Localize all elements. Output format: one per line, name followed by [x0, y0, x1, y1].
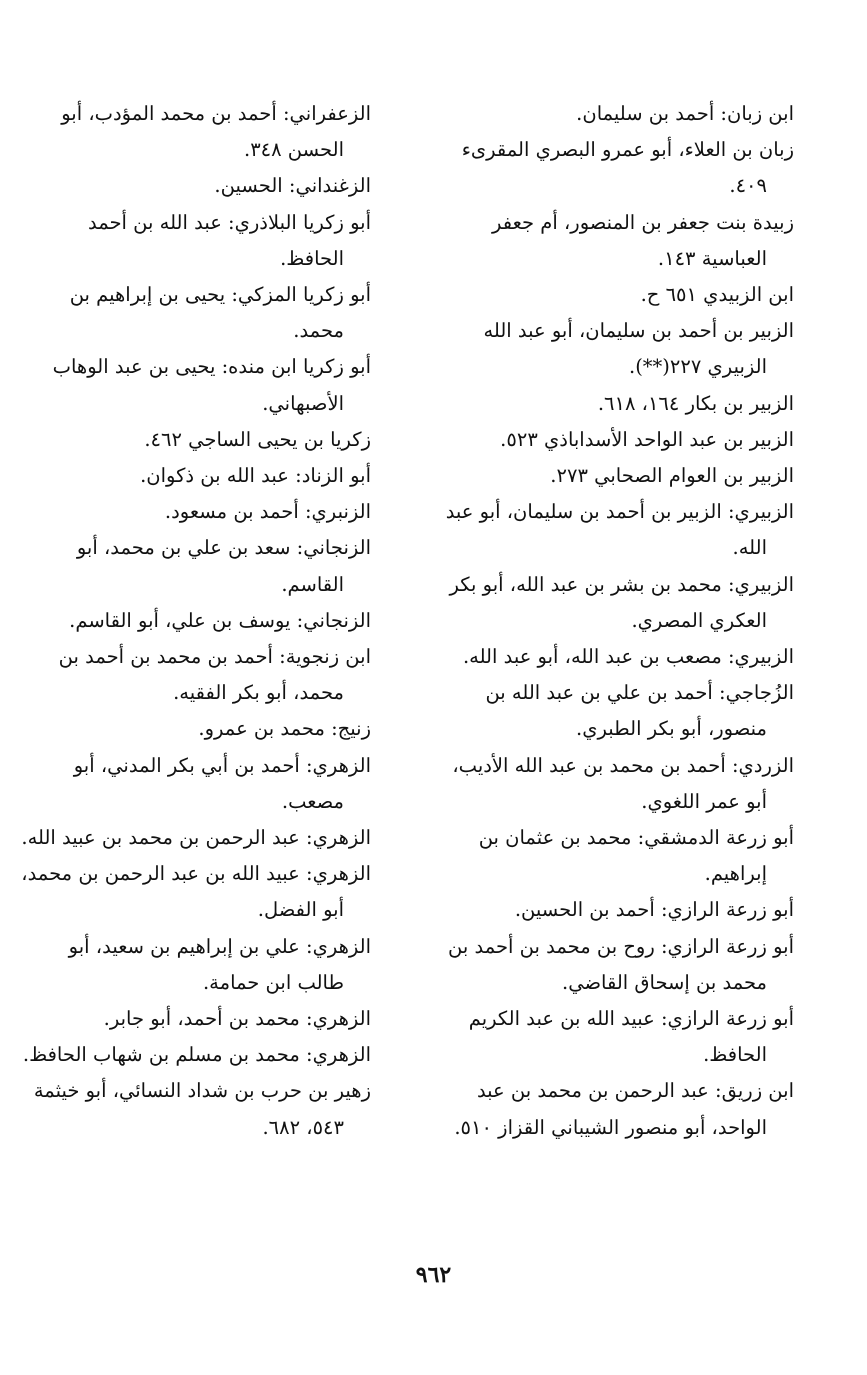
index-entry: الزبير بن أحمد بن سليمان، أبو عبد الله الزبيري ٢٢٧(**).	[483, 319, 794, 379]
index-entry: ابن الزبيدي ٦٥١ ح.	[640, 283, 794, 307]
index-entry: زكريا بن يحيى الساجي ٤٦٢.	[144, 427, 371, 451]
index-entry: الزردي: أحمد بن محمد بن عبد الله الأديب، أبو عمر اللغوي.	[452, 753, 794, 813]
index-entry: الزعفراني: أحمد بن محمد المؤدب، أبو الحسن ٣٤٨.	[61, 102, 371, 162]
index-entry: أبو زكريا البلاذري: عبد الله بن أحمد الحافظ.	[87, 210, 371, 270]
index-entry: الزنبري: أحمد بن مسعود.	[164, 500, 371, 524]
index-entry: أبو زرعة الدمشقي: محمد بن عثمان بن إبراهيم.	[478, 826, 794, 886]
index-entry: زبيدة بنت جعفر بن المنصور، أم جعفر العباسية ١٤٣.	[492, 210, 794, 270]
index-entry: أبو زكريا ابن منده: يحيى بن عبد الوهاب الأصبهاني.	[52, 355, 371, 415]
index-entry: الزغنداني: الحسين.	[214, 174, 371, 198]
index-entry: ابن زريق: عبد الرحمن بن محمد بن عبد الواحد، أبو منصور الشيباني القزاز ٥١٠.	[454, 1079, 794, 1139]
index-entry: أبو زكريا المزكي: يحيى بن إبراهيم بن محمد.	[69, 283, 371, 343]
index-entry: الزهري: محمد بن أحمد، أبو جابر.	[103, 1007, 371, 1031]
index-entry: الزبيري: مصعب بن عبد الله، أبو عبد الله.	[462, 645, 794, 669]
index-entry: الزنجاني: يوسف بن علي، أبو القاسم.	[69, 608, 371, 632]
index-entry: الزُجاجي: أحمد بن علي بن عبد الله بن منصور، أبو بكر الطبري.	[485, 681, 794, 741]
index-entry: أبو زرعة الرازي: عبيد الله بن عبد الكريم الحافظ.	[468, 1007, 794, 1067]
index-entry: زبان بن العلاء، أبو عمرو البصري المقرىء ٤٠٩.	[461, 138, 794, 198]
index-entry: الزبير بن عبد الواحد الأسداباذي ٥٢٣.	[500, 427, 794, 451]
index-column-right	[444, 96, 794, 1146]
index-entry: ابن زبان: أحمد بن سليمان.	[576, 102, 794, 125]
index-entry: الزبيري: محمد بن بشر بن عبد الله، أبو بكر العكري المصري.	[449, 572, 794, 632]
index-entry: زهير بن حرب بن شداد النسائي، أبو خيثمة ٥٤٣، ٦٨٢.	[33, 1079, 371, 1139]
page-number: ٩٦٢	[415, 1262, 452, 1288]
index-entry: الزهري: عبد الرحمن بن محمد بن عبيد الله.	[21, 826, 371, 850]
index-entry: زنيج: محمد بن عمرو.	[198, 717, 371, 741]
index-entry: أبو زرعة الرازي: روح بن محمد بن أحمد بن محمد بن إسحاق القاضي.	[448, 934, 794, 994]
index-entry: الزهري: عبيد الله بن عبد الرحمن بن محمد، أبو الفضل.	[21, 862, 371, 922]
index-entry: أبو زرعة الرازي: أحمد بن الحسين.	[514, 898, 794, 922]
index-entry: الزبير بن العوام الصحابي ٢٧٣.	[550, 464, 794, 488]
index-entry: ابن زنجوية: أحمد بن محمد بن أحمد بن محمد، أبو بكر الفقيه.	[58, 645, 371, 705]
index-entry: الزبيري: الزبير بن أحمد بن سليمان، أبو عبد الله.	[445, 500, 794, 560]
index-column-left	[21, 96, 371, 1146]
index-entry: الزهري: أحمد بن أبي بكر المدني، أبو مصعب.	[73, 753, 371, 813]
index-entry: الزبير بن بكار ١٦٤، ٦١٨.	[597, 391, 794, 415]
index-entry: الزنجاني: سعد بن علي بن محمد، أبو القاسم.	[76, 536, 371, 596]
index-entry: الزهري: علي بن إبراهيم بن سعيد، أبو طالب ابن حمامة.	[68, 934, 371, 994]
index-entry: الزهري: محمد بن مسلم بن شهاب الحافظ.	[22, 1043, 371, 1067]
index-entry: أبو الزناد: عبد الله بن ذكوان.	[140, 464, 371, 488]
